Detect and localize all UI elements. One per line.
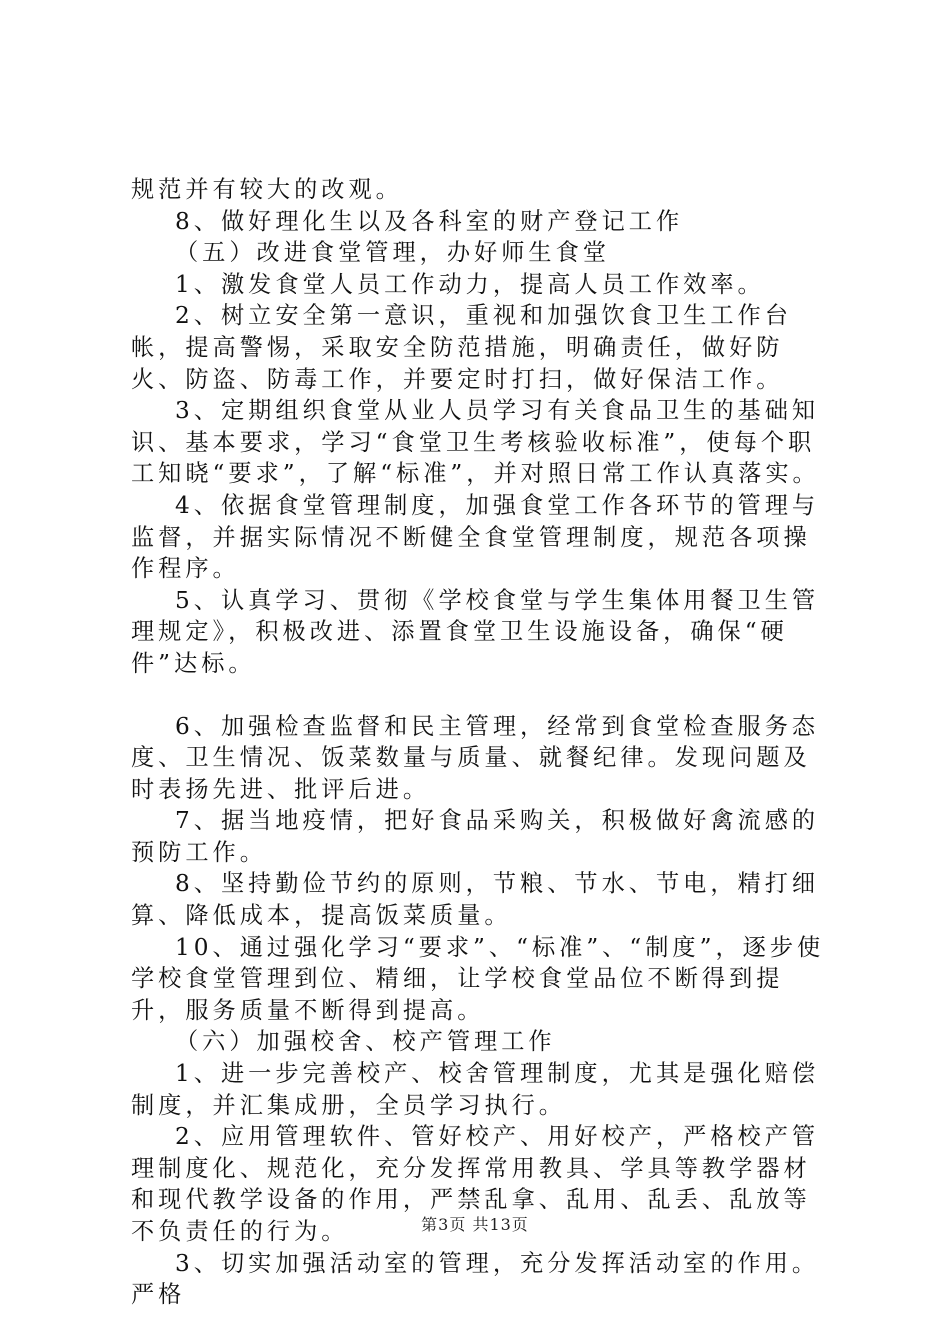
- paragraph: 5、认真学习、贯彻《学校食堂与学生集体用餐卫生管理规定》，积极改进、添置食堂卫生设施设备，确保“硬件”达标。: [131, 586, 820, 677]
- paragraph: 1、激发食堂人员工作动力，提高人员工作效率。: [175, 270, 765, 298]
- section-heading: （六）加强校舍、校产管理工作: [175, 1028, 556, 1056]
- paragraph: 1、进一步完善校产、校舍管理制度，尤其是强化赔偿制度，并汇集成册，全员学习执行。: [131, 1060, 820, 1119]
- paragraph: 7、据当地疫情，把好食品采购关，积极做好禽流感的预防工作。: [131, 807, 820, 866]
- paragraph: 3、切实加强活动室的管理，充分发挥活动室的作用。严格: [131, 1249, 820, 1309]
- page-footer: 第3页 共13页: [421, 1215, 529, 1234]
- paragraph: 规范并有较大的改观。: [131, 176, 403, 203]
- paragraph: 6、加强检查监督和民主管理，经常到食堂检查服务态度、卫生情况、饭菜数量与质量、就餐纪律。发现问题及时表扬先进、批评后进。: [131, 712, 820, 803]
- paragraph: 2、应用管理软件、管好校产、用好校产，严格校产管理制度化、规范化，充分发挥常用教具、学具等教学器材和现代教学设备的作用，严禁乱拿、乱用、乱丢、乱放等不负责任的行为。: [131, 1123, 820, 1245]
- paragraph: 4、依据食堂管理制度，加强食堂工作各环节的管理与监督，并据实际情况不断健全食堂管理制度，规范各项操作程序。: [131, 491, 820, 583]
- paragraph-gap: [131, 680, 831, 711]
- paragraph: 10、通过强化学习“要求”、“标准”、“制度”，逐步使学校食堂管理到位、精细，让学校食堂品位不断得到提升，服务质量不断得到提高。: [131, 933, 825, 1024]
- paragraph: 8、做好理化生以及各科室的财产登记工作: [175, 207, 684, 235]
- paragraph: 8、坚持勤俭节约的原则，节粮、节水、节电，精打细算、降低成本，提高饭菜质量。: [131, 870, 820, 930]
- section-heading: （五）改进食堂管理，办好师生食堂: [175, 239, 610, 267]
- paragraph-group-top: [131, 174, 831, 680]
- paragraph: 3、定期组织食堂从业人员学习有关食品卫生的基础知识、基本要求，学习“食堂卫生考核验收标准”，使每个职工知晓“要求”，了解“标准”，并对照日常工作认真落实。: [131, 397, 820, 488]
- document-body: [131, 174, 831, 1311]
- paragraph: 2、树立安全第一意识，重视和加强饮食卫生工作台帐，提高警惕，采取安全防范措施，明确责任，做好防火、防盗、防毒工作，并要定时打扫，做好保洁工作。: [131, 302, 792, 393]
